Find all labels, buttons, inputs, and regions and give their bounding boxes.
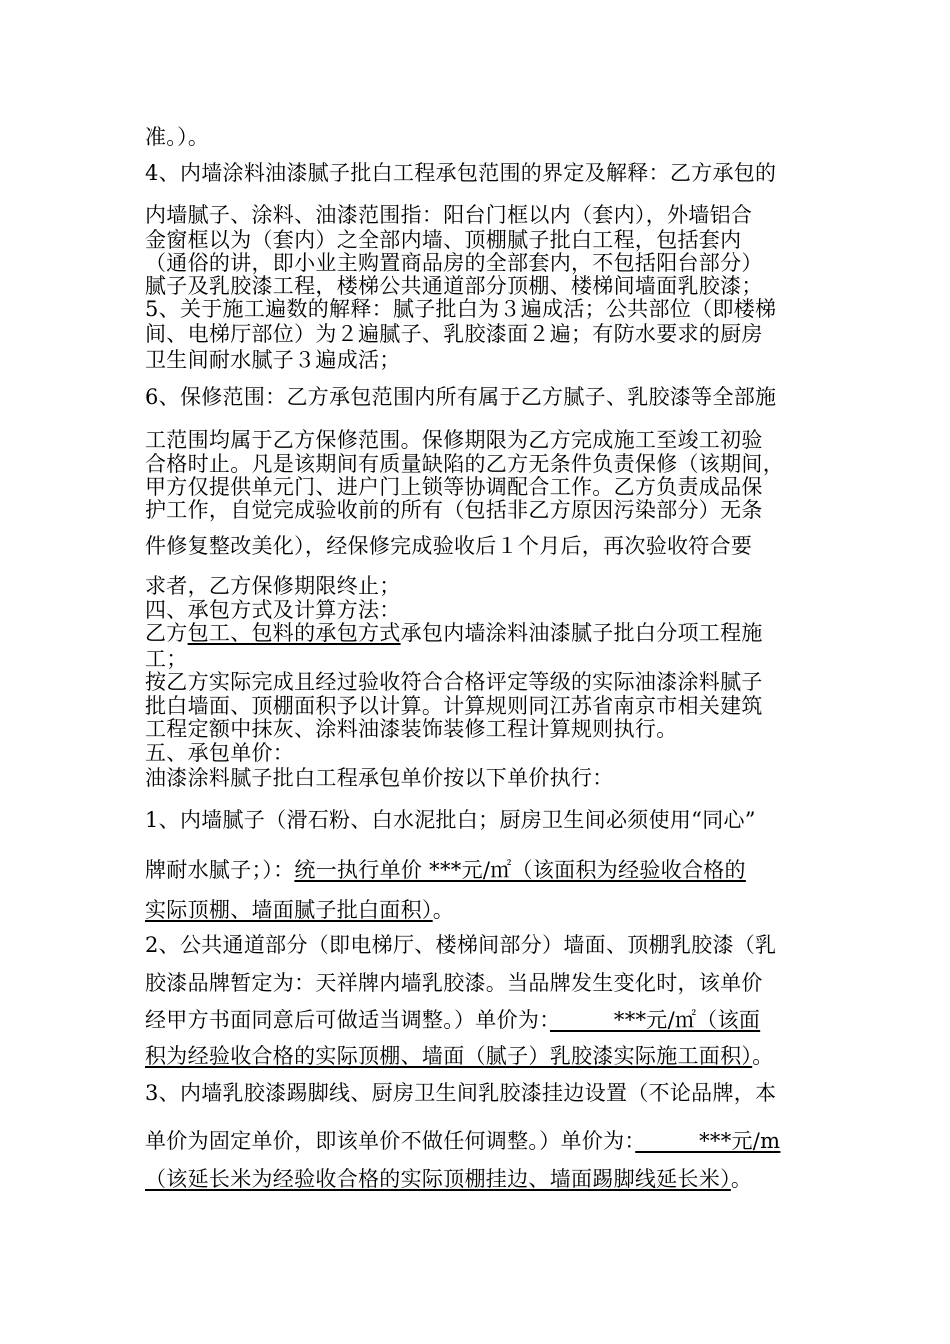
- text-run: 工；: [145, 647, 188, 671]
- text-run: 四、承包方式及计算方法：: [145, 598, 401, 622]
- text-run: 。: [730, 1167, 753, 1191]
- text-run: 6、保修范围：乙方承包范围内所有属于乙方腻子、乳胶漆等全部施: [145, 385, 777, 409]
- text-run: 卫生间耐水腻子３遍成活；: [145, 348, 401, 372]
- text-line: [145, 807, 810, 833]
- text-run: 2、公共通道部分（即电梯厅、楼梯间部分）墙面、顶棚乳胶漆（乳: [145, 933, 777, 957]
- text-line: [145, 427, 810, 453]
- text-line: [145, 740, 810, 766]
- text-line: [145, 124, 810, 150]
- text-run: 油漆涂料腻子批白工程承包单价按以下单价执行：: [145, 766, 614, 790]
- text-run: 乙方: [145, 621, 188, 645]
- text-run: 单价为固定单价，即该单价不做任何调整。）单价为：: [145, 1129, 636, 1153]
- text-run: 件修复整改美化），经保修完成验收后１个月后，再次验收符合要: [145, 534, 753, 558]
- text-run: 。: [432, 898, 455, 922]
- underlined-text-run: 包工、包料的承包方式: [187, 621, 401, 645]
- underlined-text-run: 积为经验收合格的实际顶棚、墙面（腻子）乳胶漆实际施工面积）: [145, 1044, 753, 1068]
- text-line: [145, 296, 810, 322]
- text-run: 承包内墙涂料油漆腻子批白分项工程施: [400, 621, 763, 645]
- text-run: 甲方仅提供单元门、进户门上锁等协调配合工作。乙方负责成品保: [145, 475, 763, 499]
- text-line: [145, 620, 810, 646]
- text-line: [145, 497, 810, 523]
- text-run: 间、电梯厅部位）为２遍腻子、乳胶漆面２遍；有防水要求的厨房: [145, 322, 763, 346]
- underlined-text-run: （该延长米为经验收合格的实际顶棚挂边、墙面踢脚线延长米）: [145, 1167, 731, 1191]
- text-run: 五、承包单价：: [145, 741, 295, 765]
- underlined-text-run: ***元/㎡（该面: [550, 1008, 761, 1032]
- text-line: [145, 897, 810, 923]
- text-run: 腻子及乳胶漆工程，楼梯公共通道部分顶棚、楼梯间墙面乳胶漆；: [145, 274, 763, 298]
- text-run: 内墙腻子、涂料、油漆范围指：阳台门框以内（套内），外墙铝合: [145, 203, 753, 227]
- text-line: [145, 1043, 810, 1069]
- text-run: 工程定额中抹灰、涂料油漆装饰装修工程计算规则执行。: [145, 717, 678, 741]
- underlined-text-run: ***元/m: [635, 1129, 781, 1153]
- text-line: [145, 857, 810, 883]
- text-line: [145, 1080, 810, 1106]
- text-line: [145, 765, 810, 791]
- text-run: 胶漆品牌暂定为：天祥牌内墙乳胶漆。当品牌发生变化时，该单价: [145, 971, 763, 995]
- text-run: （通俗的讲，即小业主购置商品房的全部套内，不包括阳台部分）: [145, 251, 763, 275]
- text-run: 经甲方书面同意后可做适当调整。）单价为：: [145, 1008, 550, 1032]
- text-line: [145, 716, 810, 742]
- text-line: [145, 932, 810, 958]
- text-run: 准。）。: [145, 125, 210, 149]
- text-line: [145, 669, 810, 695]
- text-line: [145, 347, 810, 373]
- text-run: 。: [752, 1044, 774, 1068]
- text-run: 批白墙面、顶棚面积予以计算。计算规则同江苏省南京市相关建筑: [145, 694, 763, 718]
- text-line: [145, 533, 810, 559]
- underlined-text-run: 统一执行单价 ***元/㎡（该面积为经验收合格的: [294, 858, 746, 882]
- underlined-text-run: 实际顶棚、墙面腻子批白面积）: [145, 898, 433, 922]
- text-line: [145, 970, 810, 996]
- text-run: 1、内墙腻子（滑石粉、白水泥批白；厨房卫生间必须使用“同心”: [145, 808, 756, 832]
- text-run: 合格时止。凡是该期间有质量缺陷的乙方无条件负责保修（该期间，: [145, 452, 784, 476]
- text-line: [145, 202, 810, 228]
- text-run: 工范围均属于乙方保修范围。保修期限为乙方完成施工至竣工初验: [145, 428, 763, 452]
- text-run: 金窗框以为（套内）之全部内墙、顶棚腻子批白工程，包括套内: [145, 228, 742, 252]
- text-run: 3、内墙乳胶漆踢脚线、厨房卫生间乳胶漆挂边设置（不论品牌，本: [145, 1081, 777, 1105]
- text-run: 求者，乙方保修期限终止；: [145, 574, 401, 598]
- text-run: 牌耐水腻子；）：: [145, 858, 295, 882]
- text-run: 护工作，自觉完成验收前的所有（包括非乙方原因污染部分）无条: [145, 498, 763, 522]
- text-line: [145, 384, 810, 410]
- text-line: [145, 1007, 810, 1033]
- text-line: [145, 321, 810, 347]
- text-run: 5、关于施工遍数的解释：腻子批白为３遍成活；公共部位（即楼梯: [145, 297, 777, 321]
- text-run: 按乙方实际完成且经过验收符合合格评定等级的实际油漆涂料腻子: [145, 670, 763, 694]
- text-line: [145, 160, 810, 186]
- text-run: 4、内墙涂料油漆腻子批白工程承包范围的界定及解释：乙方承包的: [145, 161, 777, 185]
- text-line: [145, 573, 810, 599]
- text-line: [145, 1128, 810, 1154]
- text-line: [145, 1166, 810, 1192]
